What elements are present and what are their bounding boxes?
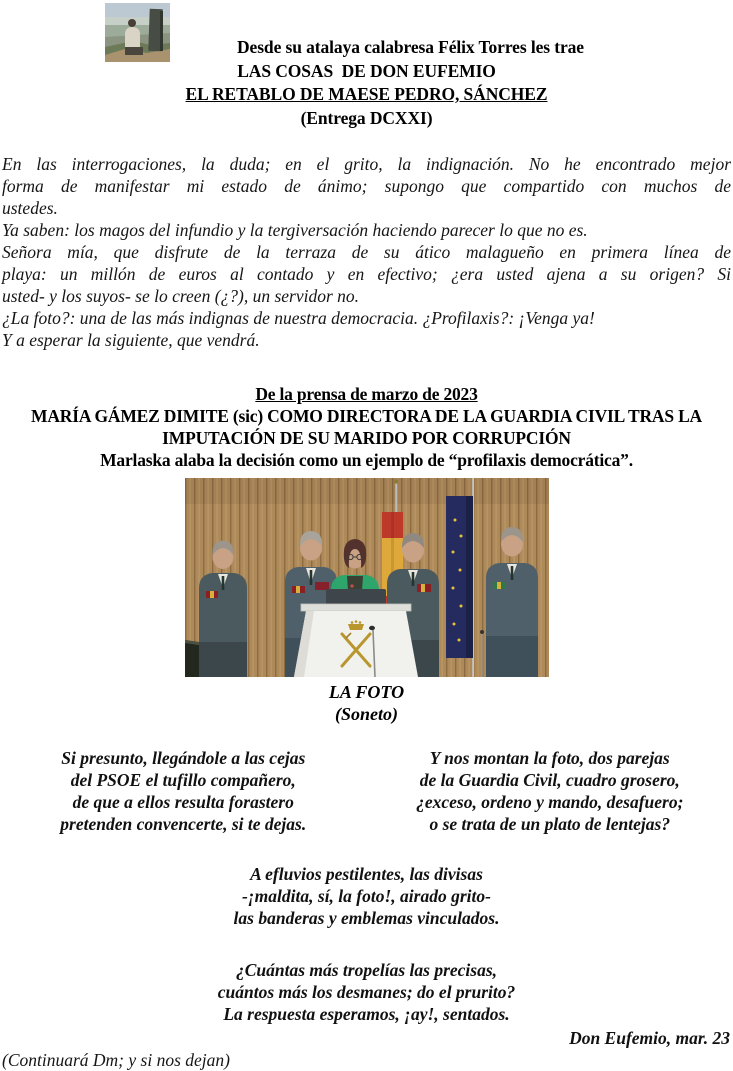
verse-line: A efluvios pestilentes, las divisas: [0, 863, 733, 885]
eu-flag: [446, 478, 474, 677]
intro-text: [0, 153, 733, 351]
poem-form: (Soneto): [0, 703, 733, 725]
press-headline-line1: MARÍA GÁMEZ DIMITE (sic) COMO DIRECTORA DE LA GUARDIA CIVIL TRAS LA: [0, 405, 733, 427]
footer-note: (Continuará Dm; y si nos dejan): [0, 1049, 733, 1071]
verse-line: -¡maldita, sí, la foto!, airado grito-: [0, 885, 733, 907]
press-block: [0, 383, 733, 471]
intro-line: En las interrogaciones, la duda; en el grito, la indignación. No he encontrado mejor: [2, 153, 731, 175]
press-headline-line2: IMPUTACIÓN DE SU MARIDO POR CORRUPCIÓN: [0, 427, 733, 449]
stone-pillar-shadow: [160, 11, 163, 51]
press-photo: [185, 478, 549, 677]
verse-line: las banderas y emblemas vinculados.: [0, 907, 733, 929]
sonnet-quatrains: [0, 747, 733, 835]
sonnet-tercet-2: [0, 959, 733, 1025]
person-torso: [125, 27, 140, 49]
intro-line: Señora mía, que disfrute de la terraza de su ático malagueño en primera línea de: [2, 241, 731, 263]
author-signature: Don Eufemio, mar. 23: [0, 1027, 733, 1049]
verse-line: de que a ellos resulta forastero: [0, 791, 367, 813]
verse-line: Y nos montan la foto, dos parejas: [367, 747, 733, 769]
intro-line: ustedes.: [2, 197, 731, 219]
byline: Desde su atalaya calabresa Félix Torres les trae: [0, 36, 733, 60]
intro-line: Ya saben: los magos del infundio y la tergiversación haciendo parecer lo que no es.: [2, 219, 731, 241]
verse-line: La respuesta esperamos, ¡ay!, sentados.: [0, 1003, 733, 1025]
quatrain-right: [367, 747, 733, 835]
verse-line: cuántos más los desmanes; do el prurito?: [0, 981, 733, 1003]
verse-line: pretenden convencerte, si te dejas.: [0, 813, 367, 835]
intro-line: ¿La foto?: una de las más indignas de nuestra democracia. ¿Profilaxis?: ¡Venga ya!: [2, 307, 731, 329]
series-title: LAS COSAS DE DON EUFEMIO: [0, 60, 733, 84]
intro-line: playa: un millón de euros al contado y en efectivo; ¿era usted ajena a su origen? Si: [2, 263, 731, 285]
issue-title: EL RETABLO DE MAESE PEDRO, SÁNCHEZ: [0, 83, 733, 107]
sonnet-tercet-1: [0, 863, 733, 929]
verse-line: de la Guardia Civil, cuadro grosero,: [367, 769, 733, 791]
wall-top-shade: [185, 478, 549, 504]
verse-line: ¿Cuántas más tropelías las precisas,: [0, 959, 733, 981]
quatrain-left: [0, 747, 367, 835]
poem-title: LA FOTO: [0, 681, 733, 703]
verse-line: del PSOE el tufillo compañero,: [0, 769, 367, 791]
intro-line: forma de manifestar mi estado de ánimo; supongo que compartido con muchos de: [2, 175, 731, 197]
press-subhead: Marlaska alaba la decisión como un ejemplo de “profilaxis democrática”.: [0, 449, 733, 471]
person-head: [128, 19, 136, 27]
verse-line: o se trata de un plato de lentejas?: [367, 813, 733, 835]
person-legs: [125, 47, 143, 55]
masthead: [0, 0, 733, 133]
atalaya-photo-graphic: [105, 3, 170, 62]
issue-number: (Entrega DCXXI): [0, 107, 733, 131]
verse-line: ¿exceso, ordeno y mando, desafuero;: [367, 791, 733, 813]
intro-line: Y a esperar la siguiente, que vendrá.: [2, 329, 731, 351]
intro-line: usted- y los suyos- se lo creen (¿?), un servidor no.: [2, 285, 731, 307]
verse-line: Si presunto, llegándole a las cejas: [0, 747, 367, 769]
press-photo-graphic: [185, 478, 549, 677]
poem-caption: [0, 681, 733, 725]
atalaya-photo: [105, 3, 170, 62]
press-dateline: De la prensa de marzo de 2023: [0, 383, 733, 405]
laptop: [326, 589, 386, 606]
